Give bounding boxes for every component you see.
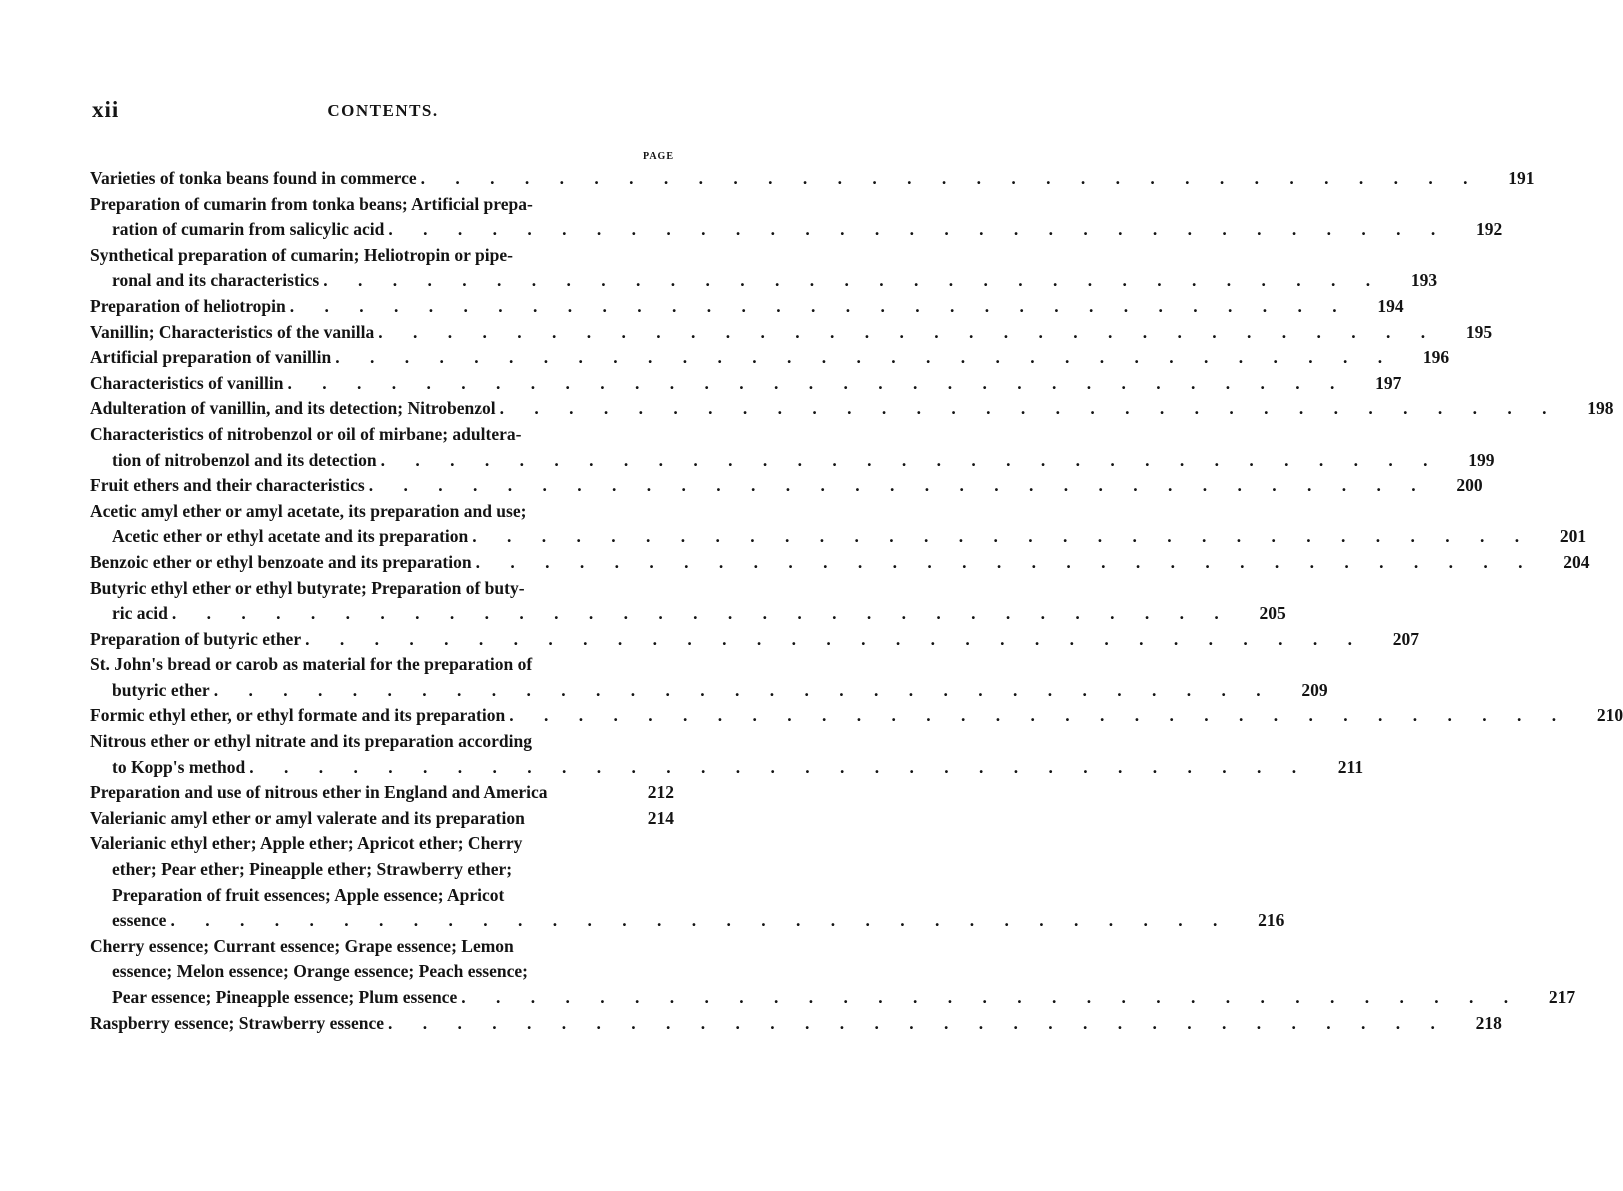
toc-page-number: 201 [1559,526,1587,547]
dot-leader: . . . . . . . . . . . . . . . . . . . . . . . . . . . . . . . [323,270,1384,291]
toc-page-number: 211 [1337,756,1364,777]
toc-entry-text: essence [112,910,167,931]
toc-entry-final-line [90,371,1402,397]
page-header [92,97,674,127]
dot-leader: . . . . . . . . . . . . . . . . . . . . . . . . . . . . . . . [509,705,1570,726]
toc-entry-final-line [90,755,1364,781]
dot-leader: . . . . . . . . . . . . . . . . . . . . . . . . . . . . . . . [213,679,1274,700]
toc-entry-final-line [90,703,1623,729]
toc-entry [90,192,1503,243]
toc-entry-final-line [90,780,674,806]
toc-entry [90,627,1419,653]
toc-entry-text-line: Butyric ethyl ether or ethyl butyrate; Preparation of buty- [90,577,525,598]
dot-leader: . . . . . . . . . . . . . . . . . . . . . . . . . . . . . . . [249,756,1310,777]
toc-entry-text-line: essence; Melon essence; Orange essence; Peach essence; [112,961,528,982]
toc-page-number: 216 [1258,910,1285,931]
toc-page-number: 209 [1301,679,1328,700]
dot-leader: . . . . . . . . . . . . . . . . . . . . . . . . . . . . . . . [368,475,1429,496]
toc-page-number: 214 [647,807,674,828]
toc-page-number: 198 [1587,398,1614,419]
toc-page-number: 212 [647,782,674,803]
toc-page-number: 196 [1422,347,1450,368]
toc-entry-text-line: Valerianic ethyl ether; Apple ether; Apricot ether; Cherry [90,833,523,854]
page-number: xii [92,97,120,122]
toc-entry [90,652,1328,703]
toc-entry-text: Preparation of heliotropin [90,295,286,316]
toc-entry [90,576,1286,627]
toc-entry [90,729,1364,780]
toc-page-number: 200 [1456,475,1483,496]
toc-entry-text: ronal and its characteristics [112,270,320,291]
toc-entry-text: Pear essence; Pineapple essence; Plum essence [112,987,458,1007]
toc-entry-final-line [90,1011,1502,1037]
toc-entry-text-line: ether; Pear ether; Pineapple ether; Strawberry ether; [112,859,513,880]
toc-entry-final-line [90,908,1285,934]
toc-entry-text: Valerianic amyl ether or amyl valerate and its preparation [90,807,525,828]
toc-entry [90,780,674,806]
dot-leader: . . . . . . . . . . . . . . . . . . . . . . . . . . . . . . . [171,603,1232,624]
toc-entry [90,934,1576,1011]
toc-page-number: 210 [1596,705,1623,726]
toc-entry [90,703,1623,729]
toc-entry-text: Vanillin; Characteristics of the vanilla [90,321,375,342]
toc-page-number: 197 [1375,372,1402,393]
toc-entry-text-line: Preparation of fruit essences; Apple essence; Apricot [112,884,505,905]
toc-entry-final-line [90,268,1438,294]
toc-entry-final-line [90,320,1493,346]
toc-entry [90,243,1438,294]
dot-leader: . . . . . . . . . . . . . . . . . . . . . . . . . . . . . . . [378,321,1439,342]
dot-leader: . . . . . . . . . . . . . . . . . . . . . . . . . . . . . . . [380,449,1441,470]
toc-entry-final-line [90,345,1450,371]
toc-entry-text: ric acid [112,603,168,624]
dot-leader: . . . . . . . . . . . . . . . . . . . . . . . . . . . . . . . [388,1012,1448,1033]
toc-page-number: 192 [1475,219,1503,240]
toc-entry [90,294,1404,320]
toc-entry [90,396,1614,422]
toc-entry [90,166,1535,192]
toc-page-number: 207 [1392,628,1419,649]
toc-entry-text: Preparation of butyric ether [90,628,302,649]
toc-page-number: 217 [1548,987,1576,1007]
toc-page-number: 194 [1377,295,1404,316]
dot-leader: . . . . . . . . . . . . . . . . . . . . . . . . . . . . . . . [289,295,1350,316]
dot-leader: . . . . . . . . . . . . . . . . . . . . . . . . . . . . . . . [420,168,1481,188]
toc-entry-text: Varieties of tonka beans found in commerce [90,168,417,188]
toc-entry [90,806,674,832]
toc-entry-text-line: Acetic amyl ether or amyl acetate, its preparation and use; [90,500,527,521]
toc-entry-text: ration of cumarin from salicylic acid [112,219,385,240]
toc-entry-text-line: St. John's bread or carob as material for the preparation of [90,654,533,675]
toc-entry-text: to Kopp's method [112,756,246,777]
toc-entry-text: tion of nitrobenzol and its detection [112,449,377,470]
toc-page-number: 218 [1475,1012,1502,1033]
toc-entry-text: Fruit ethers and their characteristics [90,475,365,496]
toc-entry-text: Characteristics of vanillin [90,372,284,393]
dot-leader: . . . . . . . . . . . . . . . . . . . . . . . . . . . . . . . [287,372,1348,393]
toc-entry-text-line: Characteristics of nitrobenzol or oil of mirbane; adultera- [90,423,522,444]
dot-leader: . . . . . . . . . . . . . . . . . . . . . . . . . . . . . . . [499,398,1560,419]
running-title: CONTENTS. [327,101,439,120]
toc-entry [90,473,1483,499]
toc-page-number: 193 [1410,270,1438,291]
toc-entry [90,1011,1502,1037]
toc-entry-text: Formic ethyl ether, or ethyl formate and its preparation [90,705,506,726]
toc-entry [90,345,1450,371]
dot-leader: . . . . . . . . . . . . . . . . . . . . . . . . . . . . . . . [475,551,1536,572]
toc-entry-final-line [90,217,1503,243]
toc-entry-final-line [90,678,1328,704]
toc-entry-text: Preparation and use of nitrous ether in England and America [90,782,548,803]
dot-leader: . . . . . . . . . . . . . . . . . . . . . . . . . . . . . . . [472,526,1533,547]
toc-entry-final-line [90,473,1483,499]
toc-entry [90,499,1587,550]
toc-entry [90,422,1495,473]
toc-entry-final-line [90,524,1587,550]
toc-entry-text: Benzoic ether or ethyl benzoate and its preparation [90,551,472,572]
toc-entry-final-line [90,448,1495,474]
dot-leader: . . . . . . . . . . . . . . . . . . . . . . . . . . . . . . . [461,987,1522,1007]
toc-page-number: 195 [1465,321,1493,342]
toc-page-number: 199 [1468,449,1495,470]
toc-entry-text-line: Synthetical preparation of cumarin; Heliotropin or pipe- [90,244,513,265]
toc-entry-text-line: Preparation of cumarin from tonka beans; Artificial prepa- [90,193,533,214]
toc-entry-final-line [90,166,1535,192]
toc-entry-text: butyric ether [112,679,210,700]
contents-list [90,166,1623,1036]
toc-entry-final-line [90,627,1419,653]
toc-entry [90,831,1285,933]
toc-entry-text: Acetic ether or ethyl acetate and its preparation [112,526,469,547]
toc-entry-final-line [90,806,674,832]
toc-entry-final-line [90,601,1286,627]
toc-entry-final-line [90,396,1614,422]
toc-entry-final-line [90,294,1404,320]
toc-entry [90,320,1493,346]
page-column-label: PAGE [642,151,674,162]
toc-page-number: 205 [1259,603,1286,624]
toc-entry-text: Raspberry essence; Strawberry essence [90,1012,385,1033]
toc-entry-text: Artificial preparation of vanillin [90,347,332,368]
dot-leader: . . . . . . . . . . . . . . . . . . . . . . . . . . . . . . . [170,910,1231,931]
toc-entry [90,371,1402,397]
toc-page-number: 204 [1563,551,1590,572]
toc-entry-final-line [90,550,1590,576]
toc-entry-text-line: Cherry essence; Currant essence; Grape essence; Lemon [90,935,514,956]
dot-leader: . . . . . . . . . . . . . . . . . . . . . . . . . . . . . . . [305,628,1365,649]
toc-page-number: 191 [1508,168,1535,188]
toc-entry-text: Adulteration of vanillin, and its detection; Nitrobenzol [90,398,496,419]
dot-leader: . . . . . . . . . . . . . . . . . . . . . . . . . . . . . . . [388,219,1449,240]
toc-entry [90,550,1590,576]
toc-entry-text-line: Nitrous ether or ethyl nitrate and its preparation according [90,731,533,752]
dot-leader: . . . . . . . . . . . . . . . . . . . . . . . . . . . . . . . [335,347,1396,368]
toc-entry-final-line [90,985,1576,1011]
